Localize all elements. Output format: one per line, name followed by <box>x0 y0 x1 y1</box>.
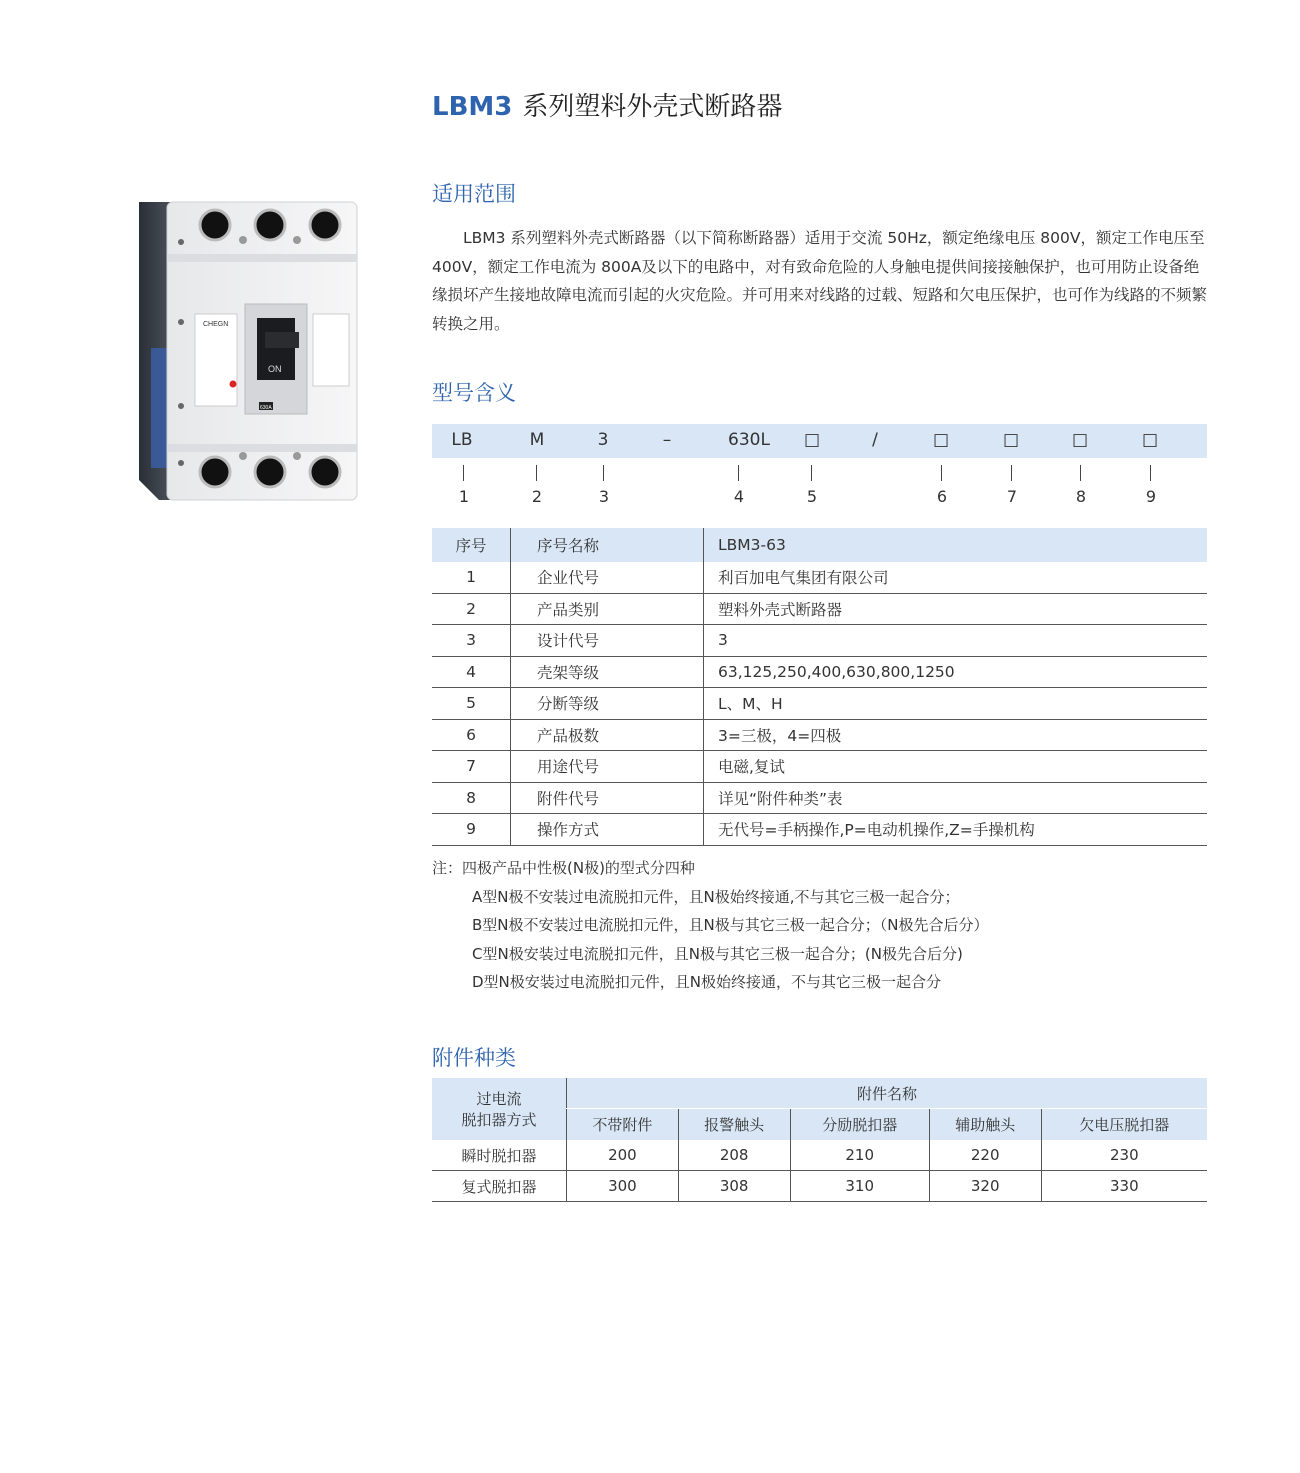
model-code-number: 6 <box>936 487 948 506</box>
model-code-tick <box>811 465 812 481</box>
model-code-number: 7 <box>1006 487 1018 506</box>
table-row <box>432 1171 1207 1202</box>
table-cell: 用途代号 <box>511 751 704 783</box>
model-code-number: 2 <box>531 487 543 506</box>
table-cell: 壳架等级 <box>511 656 704 688</box>
table-cell: 分断等级 <box>511 688 704 720</box>
accessory-table <box>432 1078 1207 1202</box>
model-code-part: M <box>529 430 545 450</box>
page-title <box>432 86 782 123</box>
table-row <box>432 814 1207 846</box>
table-row <box>432 1140 1207 1171</box>
table-cell: 300 <box>567 1171 679 1202</box>
table-header-cell: 序号 <box>432 528 511 562</box>
table-cell: 2 <box>432 593 511 625</box>
table-cell: 310 <box>790 1171 929 1202</box>
product-rating: 630A <box>260 405 272 411</box>
table-row <box>432 688 1207 720</box>
table-row-label: 瞬时脱扣器 <box>432 1140 567 1171</box>
table-cell: 308 <box>678 1171 790 1202</box>
model-code-part: □ <box>1071 430 1089 450</box>
table-row <box>432 719 1207 751</box>
accessory-corner-header <box>432 1078 567 1140</box>
section-heading-model-meaning: 型号含义 <box>432 381 516 405</box>
table-cell: 企业代号 <box>511 562 704 593</box>
model-code-part: 3 <box>597 430 609 450</box>
table-header-cell: 欠电压脱扣器 <box>1041 1109 1207 1141</box>
table-cell: 6 <box>432 719 511 751</box>
table-row <box>432 593 1207 625</box>
model-code-part: □ <box>803 430 821 450</box>
table-header-row <box>432 1078 1207 1109</box>
table-header-cell: 辅助触头 <box>929 1109 1041 1141</box>
model-code-part: □ <box>1141 430 1159 450</box>
corner-line: 脱扣器方式 <box>461 1111 537 1129</box>
model-code-tick <box>941 465 942 481</box>
corner-line: 过电流 <box>476 1090 522 1108</box>
table-cell: 3=三极，4=四极 <box>704 719 1208 751</box>
model-code-part: / <box>872 430 878 450</box>
neutral-pole-note <box>432 854 988 997</box>
model-code-tick <box>536 465 537 481</box>
table-cell: 4 <box>432 656 511 688</box>
table-row <box>432 656 1207 688</box>
model-code-number: 9 <box>1145 487 1157 506</box>
note-item: D型N极安装过电流脱扣元件，且N极始终接通，不与其它三极一起合分 <box>472 973 941 991</box>
model-code-number: 5 <box>806 487 818 506</box>
product-image <box>137 198 359 504</box>
table-cell: 无代号=手柄操作,P=电动机操作,Z=手操机构 <box>704 814 1208 846</box>
note-lead: 注：四极产品中性极(N极)的型式分四种 <box>432 859 695 877</box>
table-header-cell: 序号名称 <box>511 528 704 562</box>
table-cell: L、M、H <box>704 688 1208 720</box>
model-code-part: 630L <box>728 430 770 450</box>
table-cell: 330 <box>1041 1171 1207 1202</box>
table-header-cell: 不带附件 <box>567 1109 679 1141</box>
model-code-band <box>432 424 1207 458</box>
table-cell: 产品极数 <box>511 719 704 751</box>
table-cell: 208 <box>678 1140 790 1171</box>
model-code-tick <box>463 465 464 481</box>
table-cell: 63,125,250,400,630,800,1250 <box>704 656 1208 688</box>
table-header-cell: 分励脱扣器 <box>790 1109 929 1141</box>
model-code-number: 1 <box>458 487 470 506</box>
table-cell: 9 <box>432 814 511 846</box>
model-code-part: – <box>662 430 672 450</box>
table-cell: 电磁,复试 <box>704 751 1208 783</box>
note-item: B型N极不安装过电流脱扣元件，且N极与其它三极一起合分；（N极先合后分） <box>472 916 989 934</box>
table-cell: 1 <box>432 562 511 593</box>
product-on-label: ON <box>268 364 282 374</box>
table-cell: 设计代号 <box>511 625 704 657</box>
page-title-model: LBM3 <box>432 92 513 122</box>
model-code-number: 4 <box>733 487 745 506</box>
note-item: A型N极不安装过电流脱扣元件，且N极始终接通,不与其它三极一起合分； <box>472 887 960 906</box>
model-code-part: □ <box>932 430 950 450</box>
table-row <box>432 562 1207 593</box>
table-cell: 8 <box>432 782 511 814</box>
table-cell: 5 <box>432 688 511 720</box>
table-cell: 3 <box>432 625 511 657</box>
model-code-part: □ <box>1002 430 1020 450</box>
table-row <box>432 782 1207 814</box>
model-code-number: 3 <box>598 487 610 506</box>
section-heading-accessories: 附件种类 <box>432 1046 516 1070</box>
accessory-group-header: 附件名称 <box>567 1078 1208 1109</box>
table-header-row <box>432 528 1207 562</box>
table-cell: 产品类别 <box>511 593 704 625</box>
model-code-tick <box>738 465 739 481</box>
page-title-text: 系列塑料外壳式断路器 <box>522 92 783 122</box>
model-code-number: 8 <box>1075 487 1087 506</box>
table-cell: 附件代号 <box>511 782 704 814</box>
table-header-cell: LBM3-63 <box>704 528 1208 562</box>
model-code-tick <box>1011 465 1012 481</box>
model-code-tick <box>603 465 604 481</box>
table-cell: 320 <box>929 1171 1041 1202</box>
model-code-part: LB <box>451 430 473 450</box>
table-cell: 塑料外壳式断路器 <box>704 593 1208 625</box>
table-cell: 220 <box>929 1140 1041 1171</box>
intro-paragraph: LBM3 系列塑料外壳式断路器（以下简称断路器）适用于交流 50Hz，额定绝缘电压 800V，额定工作电压至 400V，额定工作电流为 800A及以下的电路中，对有致命危险的人身触电提供间接接触保护，也可用防止设备绝缘损坏产生接地故障电流而引起的火灾危险。并可用来对线路的过载、短路和欠电压保护，也可作为线路的不频繁转换之用。 <box>432 229 1208 333</box>
table-cell: 3 <box>704 625 1208 657</box>
note-item: C型N极安装过电流脱扣元件，且N极与其它三极一起合分；(N极先合后分) <box>472 944 963 963</box>
table-cell: 操作方式 <box>511 814 704 846</box>
table-cell: 7 <box>432 751 511 783</box>
table-cell: 200 <box>567 1140 679 1171</box>
product-brand: CHEGN <box>203 321 229 328</box>
model-code-tick <box>1080 465 1081 481</box>
table-cell: 230 <box>1041 1140 1207 1171</box>
table-header-cell: 报警触头 <box>678 1109 790 1141</box>
model-code-tick <box>1150 465 1151 481</box>
table-row <box>432 751 1207 783</box>
section-heading-scope: 适用范围 <box>432 182 516 206</box>
table-cell: 详见“附件种类”表 <box>704 782 1208 814</box>
table-cell: 210 <box>790 1140 929 1171</box>
table-row-label: 复式脱扣器 <box>432 1171 567 1202</box>
model-meaning-table <box>432 528 1207 846</box>
table-cell: 利百加电气集团有限公司 <box>704 562 1208 593</box>
table-row <box>432 625 1207 657</box>
